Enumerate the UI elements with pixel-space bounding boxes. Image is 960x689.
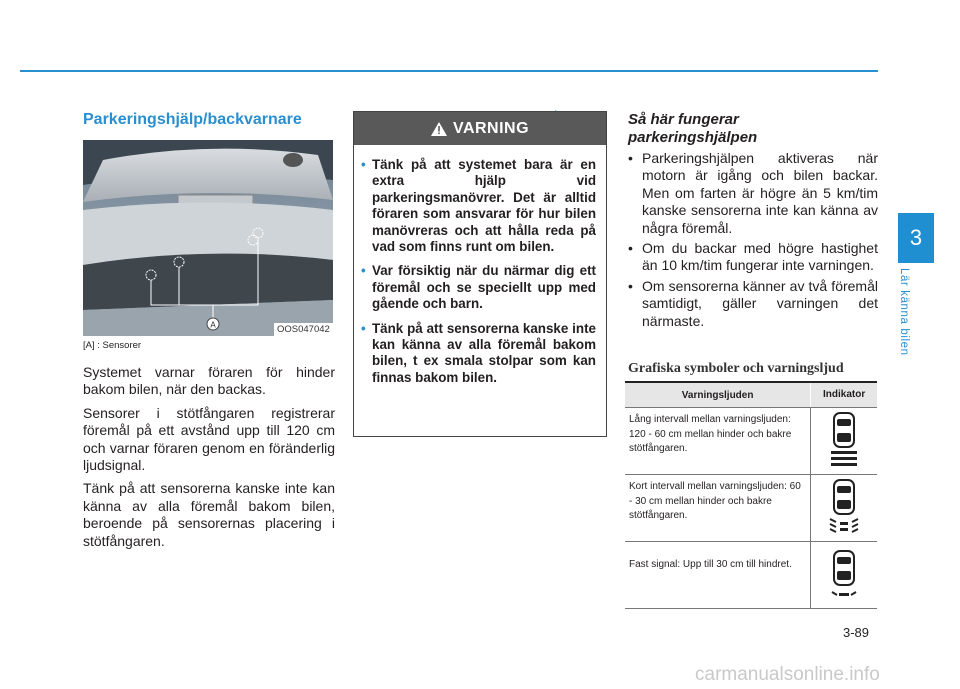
warning-list (361, 157, 596, 386)
long-interval-icon (827, 411, 861, 471)
table-heading: Grafiska symboler och varningsljud (628, 361, 844, 376)
short-interval-icon (827, 478, 861, 538)
continuous-icon (827, 545, 861, 605)
list-item: • Om du backar med högre hastighet än 10 km/tim fungerar inte varningen. (628, 240, 878, 274)
warning-box (353, 111, 607, 437)
table-cell (810, 408, 877, 474)
paragraph: Sensorer i stötfångaren registrerar föremål på ett avstånd upp till 120 cm och varnar föraren genom en föränderlig ljudsignal. (83, 404, 335, 474)
page-number: 3-89 (843, 625, 870, 640)
warning-title: VARNING (452, 119, 530, 137)
table-cell (810, 542, 877, 608)
table-row (625, 474, 877, 541)
table-header (625, 383, 877, 407)
how-it-works-title: Så här fungerar parkeringshjälpen (628, 111, 758, 146)
image-caption: [A] : Sensorer (83, 340, 142, 351)
table-cell: Kort intervall mellan varningsljuden: 60 - 30 cm mellan hinder och bakre stötfångaren. (629, 481, 801, 521)
image-code: OOS047042 (274, 323, 333, 336)
table-cell: Fast signal: Upp till 30 cm till hindret. (629, 559, 792, 570)
rear-bumper-photo (83, 140, 333, 336)
column-header: Indikator (810, 383, 877, 407)
warning-item: • Tänk på att sensorerna kanske inte kan känna av alla föremål bakom bilen, t ex smala stolpar som kan finnas bakom bilen. (361, 320, 596, 385)
symbols-table (625, 381, 877, 609)
watermark-bottom: carmanualsonline.info (695, 664, 880, 685)
chapter-title: Lär känna bilen (898, 268, 910, 356)
sensor-marker-label: A (210, 320, 216, 330)
section-title: Parkeringshjälp/backvarnare (83, 111, 302, 128)
table-row (625, 541, 877, 609)
list-item: • Om sensorerna känner av två föremål samtidigt, gäller varningen det närmaste. (628, 277, 878, 329)
warning-header (354, 112, 606, 145)
section-body (83, 364, 335, 556)
table-row (625, 407, 877, 474)
column-header: Varningsljuden (681, 389, 754, 401)
warning-triangle-icon (431, 122, 447, 136)
table-cell (810, 475, 877, 541)
table-cell: Lång intervall mellan varningsljuden: 120 - 60 cm mellan hinder och bakre stötfångaren. (629, 414, 792, 454)
paragraph: Systemet varnar föraren för hinder bakom bilen, när den backas. (83, 364, 335, 398)
how-it-works-body (628, 150, 878, 333)
warning-item: • Tänk på att systemet bara är en extra hjälp vid parkeringsmanövrer. Det är alltid föraren som ansvarar för hur bilen manövreras och att hålla reda på vad som finns runt om bilen. (361, 157, 596, 255)
header-rule (20, 70, 878, 72)
list-item: • Parkeringshjälpen aktiveras när motorn är igång och bilen backar. Men om farten är högre än 5 km/tim kanske sensorerna inte kan känna av några föremål. (628, 150, 878, 236)
chapter-tab: 3 (898, 213, 934, 263)
paragraph: Tänk på att sensorerna kanske inte kan känna av alla föremål bakom bilen, beroende på sensorernas placering i stötfångaren. (83, 480, 335, 549)
warning-item: • Var försiktig när du närmar dig ett föremål och se speciellt upp med gående och barn. (361, 263, 596, 312)
